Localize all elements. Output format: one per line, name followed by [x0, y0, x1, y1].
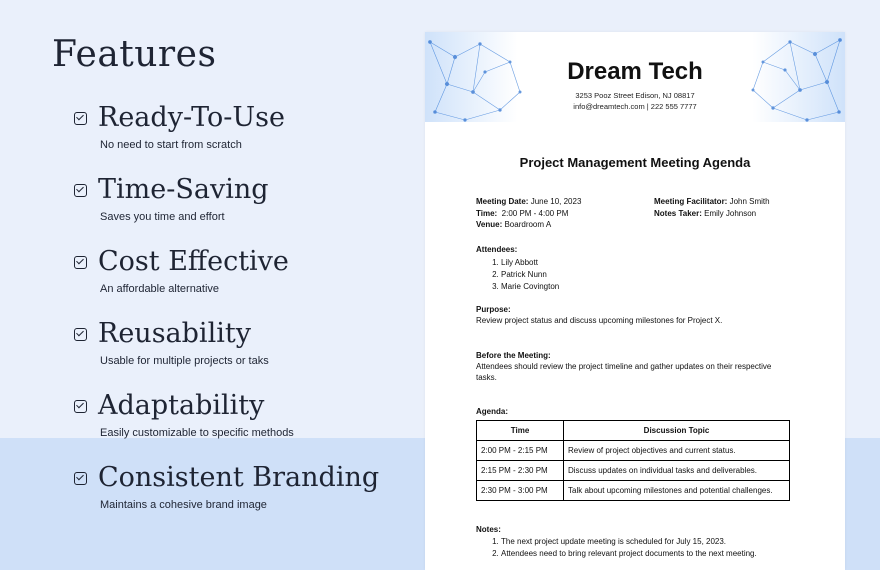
agenda-section	[476, 406, 794, 501]
facilitator: John Smith	[729, 197, 770, 206]
feature-subtitle: Easily customizable to specific methods	[100, 427, 294, 439]
checkbox-icon	[74, 184, 87, 197]
feature-title: Reusability	[98, 318, 251, 349]
before-meeting-text: Attendees should review the project timeline and gather updates on their respective tasks.	[476, 361, 772, 382]
feature-item	[74, 245, 404, 295]
feature-item	[74, 317, 404, 367]
agenda-topic: Review of project objectives and current status.	[564, 440, 790, 460]
purpose-text: Review project status and discuss upcoming milestones for Project X.	[476, 315, 723, 325]
company-address: 3253 Pooz Street Edison, NJ 08817	[575, 91, 695, 100]
notes-taker: Emily Johnson	[704, 208, 757, 218]
attendee-item: 2. Patrick Nunn	[501, 269, 794, 281]
agenda-label: Agenda:	[476, 406, 508, 416]
checkbox-icon	[74, 256, 87, 269]
venue-label: Venue:	[476, 220, 503, 229]
table-row	[477, 480, 790, 500]
company-email-phone: info@dreamtech.com | 222 555 7777	[573, 102, 697, 111]
feature-item	[74, 461, 404, 511]
notes-taker-label: Notes Taker:	[654, 208, 702, 218]
facilitator-label: Meeting Facilitator:	[654, 197, 728, 206]
table-header: Time	[477, 420, 564, 440]
feature-subtitle: An affordable alternative	[100, 283, 220, 295]
document-title: Project Management Meeting Agenda	[519, 155, 751, 170]
company-contact	[425, 90, 845, 112]
meeting-details	[476, 196, 794, 231]
table-row	[477, 440, 790, 460]
before-meeting-label: Before the Meeting:	[476, 350, 551, 360]
time-label: Time:	[476, 208, 498, 218]
checkbox-icon	[74, 400, 87, 413]
meeting-date: June 10, 2023	[530, 197, 582, 206]
attendees-section	[476, 244, 794, 293]
feature-title: Ready-To-Use	[98, 102, 285, 133]
agenda-table	[476, 420, 790, 501]
agenda-topic: Talk about upcoming milestones and potential challenges.	[564, 480, 790, 500]
checkbox-icon	[74, 112, 87, 125]
notes-label: Notes:	[476, 524, 501, 534]
feature-subtitle: No need to start from scratch	[100, 139, 242, 151]
note-item: 1. The next project update meeting is scheduled for July 15, 2023.	[501, 536, 794, 548]
meeting-time: 2:00 PM - 4:00 PM	[501, 208, 569, 218]
table-header-row	[477, 420, 790, 440]
feature-item	[74, 389, 404, 439]
agenda-time: 2:15 PM - 2:30 PM	[477, 460, 564, 480]
feature-item	[74, 101, 404, 151]
feature-subtitle: Saves you time and effort	[100, 211, 225, 223]
feature-title: Consistent Branding	[98, 462, 380, 493]
notes-section	[476, 524, 794, 560]
agenda-document	[425, 32, 845, 570]
attendee-item: 3. Marie Covington	[501, 281, 794, 293]
feature-title: Cost Effective	[98, 246, 289, 277]
feature-item	[74, 173, 404, 223]
agenda-topic: Discuss updates on individual tasks and deliverables.	[564, 460, 790, 480]
agenda-time: 2:30 PM - 3:00 PM	[477, 480, 564, 500]
checkbox-icon	[74, 328, 87, 341]
venue: Boardroom A	[504, 220, 552, 229]
attendees-label: Attendees:	[476, 244, 518, 254]
feature-subtitle: Maintains a cohesive brand image	[100, 499, 267, 511]
note-item: 2. Attendees need to bring relevant project documents to the next meeting.	[501, 548, 794, 560]
attendee-item: 1. Lily Abbott	[501, 257, 794, 269]
feature-title: Adaptability	[98, 390, 265, 421]
feature-subtitle: Usable for multiple projects or taks	[100, 355, 269, 367]
company-name: Dream Tech	[567, 58, 703, 85]
document-header	[425, 32, 845, 122]
meeting-date-label: Meeting Date:	[476, 197, 529, 206]
purpose-section	[476, 304, 794, 326]
table-row	[477, 460, 790, 480]
purpose-label: Purpose:	[476, 304, 511, 314]
before-meeting-section	[476, 350, 794, 383]
features-heading: Features	[52, 34, 217, 75]
agenda-time: 2:00 PM - 2:15 PM	[477, 440, 564, 460]
feature-title: Time-Saving	[98, 174, 269, 205]
table-header: Discussion Topic	[564, 420, 790, 440]
checkbox-icon	[74, 472, 87, 485]
